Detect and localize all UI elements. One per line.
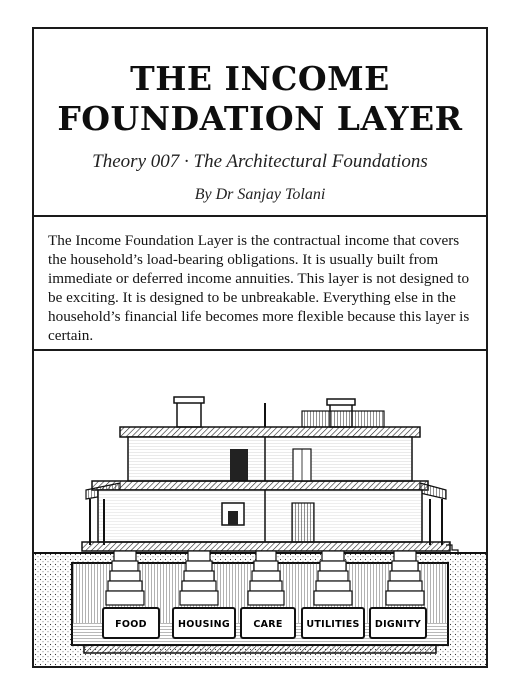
foundation-label-dignity: DIGNITY <box>374 619 422 630</box>
foundation-label-food: FOOD <box>115 619 147 630</box>
poster-header <box>34 29 486 217</box>
foundation-block-care <box>241 608 295 638</box>
house-cross-section-drawing <box>34 353 486 666</box>
chimney-left <box>177 401 201 427</box>
roof-slab <box>120 427 420 437</box>
foundation-block-housing <box>173 608 235 638</box>
middle-slab <box>92 481 428 490</box>
poster-subtitle: Theory 007 · The Architectural Foundations <box>92 151 428 172</box>
title-line-2: FOUNDATION LAYER <box>57 99 463 138</box>
description-paragraph: The Income Foundation Layer is the contractual income that covers the household’s load-bearing obligations. It is usually built from immediate or deferred income annuities. This layer is not designed to be exciting. It is designed to be unbreakable. Everything else in the household’s financial life becomes more flexible because this layer is certain. <box>34 217 486 351</box>
poster-title <box>34 59 486 139</box>
foundation-label-utilities: UTILITIES <box>306 619 360 630</box>
foundation-block-dignity <box>370 608 426 638</box>
house-foundation-illustration <box>34 353 486 666</box>
foundation-block-utilities <box>302 608 364 638</box>
foundation-footing <box>84 645 436 653</box>
foundation-label-care: CARE <box>253 619 283 630</box>
staircase <box>292 503 314 542</box>
upper-doorway-left <box>230 449 248 481</box>
author-byline: By Dr Sanjay Tolani <box>194 186 326 203</box>
roof-balustrade <box>302 411 384 427</box>
ground-floor-slab <box>82 542 450 551</box>
title-line-1: THE INCOME <box>130 59 390 98</box>
poster-frame <box>32 27 488 668</box>
foundation-label-housing: HOUSING <box>178 619 230 630</box>
foundation-block-food <box>103 608 159 638</box>
